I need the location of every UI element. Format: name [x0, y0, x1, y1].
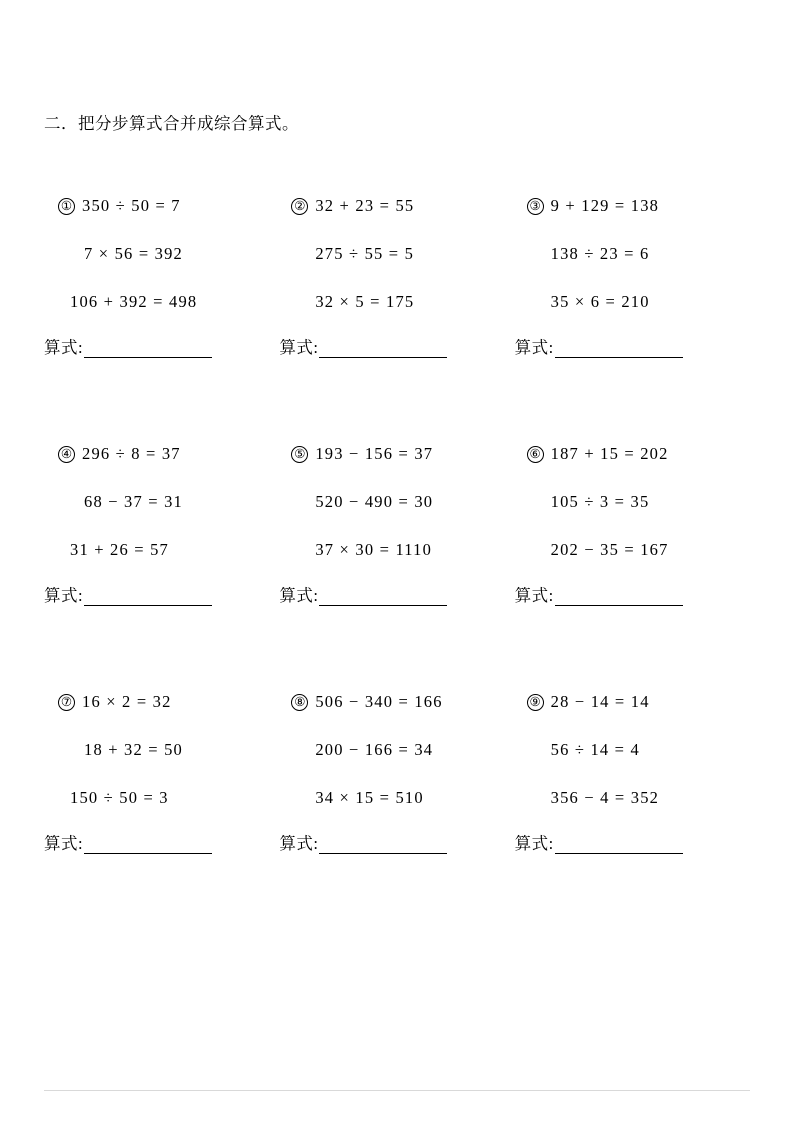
footer-divider	[44, 1090, 750, 1091]
problem-item-2	[279, 196, 514, 358]
problem-expression: 16 × 2 = 32	[82, 692, 172, 711]
problem-line-3: 31 + 26 = 57	[70, 540, 170, 559]
problem-expression: 187 + 15 = 202	[550, 444, 669, 463]
problem-line-3: 106 + 392 = 498	[70, 292, 198, 311]
problem-line-1	[279, 444, 514, 464]
problem-line-1	[279, 196, 514, 216]
answer-row	[279, 334, 514, 358]
problem-item-5	[279, 444, 514, 606]
answer-label: 算式:	[44, 834, 84, 853]
problem-number: ⑥	[527, 446, 544, 463]
problem-line-2: 56 ÷ 14 = 4	[550, 740, 640, 759]
problem-line-2: 275 ÷ 55 = 5	[315, 244, 415, 263]
problem-item-1	[44, 196, 279, 358]
problem-line-1	[44, 692, 279, 712]
problem-line-2: 520 − 490 = 30	[315, 492, 434, 511]
problem-expression: 350 ÷ 50 = 7	[82, 196, 181, 215]
answer-blank[interactable]	[555, 839, 683, 854]
problem-line-1	[515, 196, 750, 216]
problem-number: ④	[58, 446, 75, 463]
problem-row	[44, 196, 750, 358]
answer-row	[44, 582, 279, 606]
problem-grid	[44, 196, 750, 854]
section-title: 二．把分步算式合并成综合算式。	[44, 114, 299, 133]
answer-blank[interactable]	[319, 343, 447, 358]
answer-label: 算式:	[279, 586, 319, 605]
problem-line-3: 37 × 30 = 1110	[315, 540, 433, 559]
problem-row	[44, 692, 750, 854]
problem-item-7	[44, 692, 279, 854]
answer-row	[515, 334, 750, 358]
problem-expression: 9 + 129 = 138	[550, 196, 660, 215]
problem-line-1	[515, 444, 750, 464]
answer-row	[44, 830, 279, 854]
problem-row	[44, 444, 750, 606]
problem-expression: 28 − 14 = 14	[550, 692, 650, 711]
answer-blank[interactable]	[84, 591, 212, 606]
problem-item-8	[279, 692, 514, 854]
problem-number: ⑤	[291, 446, 308, 463]
answer-blank[interactable]	[84, 839, 212, 854]
answer-label: 算式:	[44, 586, 84, 605]
problem-number: ②	[291, 198, 308, 215]
answer-row	[515, 830, 750, 854]
problem-item-4	[44, 444, 279, 606]
problem-line-2: 7 × 56 = 392	[84, 244, 184, 263]
problem-line-1	[279, 692, 514, 712]
problem-line-2: 18 + 32 = 50	[84, 740, 184, 759]
answer-label: 算式:	[514, 586, 554, 605]
problem-number: ①	[58, 198, 75, 215]
problem-line-3: 34 × 15 = 510	[315, 788, 424, 807]
problem-line-3: 150 ÷ 50 = 3	[70, 788, 169, 807]
problem-line-1	[515, 692, 750, 712]
answer-blank[interactable]	[319, 591, 447, 606]
problem-expression: 32 + 23 = 55	[315, 196, 415, 215]
answer-blank[interactable]	[555, 591, 683, 606]
problem-line-2: 200 − 166 = 34	[315, 740, 434, 759]
problem-line-1	[44, 196, 279, 216]
problem-line-3: 32 × 5 = 175	[315, 292, 415, 311]
answer-row	[515, 582, 750, 606]
answer-label: 算式:	[514, 338, 554, 357]
problem-line-2: 105 ÷ 3 = 35	[550, 492, 650, 511]
answer-label: 算式:	[514, 834, 554, 853]
problem-item-6	[515, 444, 750, 606]
answer-label: 算式:	[44, 338, 84, 357]
problem-expression: 193 − 156 = 37	[315, 444, 434, 463]
problem-line-2: 68 − 37 = 31	[84, 492, 184, 511]
problem-item-9	[515, 692, 750, 854]
problem-number: ③	[527, 198, 544, 215]
answer-row	[44, 334, 279, 358]
problem-item-3	[515, 196, 750, 358]
problem-line-3: 202 − 35 = 167	[550, 540, 669, 559]
answer-blank[interactable]	[84, 343, 212, 358]
problem-expression: 296 ÷ 8 = 37	[82, 444, 181, 463]
problem-line-3: 35 × 6 = 210	[550, 292, 650, 311]
answer-row	[279, 830, 514, 854]
problem-line-3: 356 − 4 = 352	[550, 788, 660, 807]
answer-blank[interactable]	[555, 343, 683, 358]
problem-expression: 506 − 340 = 166	[315, 692, 443, 711]
problem-line-2: 138 ÷ 23 = 6	[550, 244, 650, 263]
problem-number: ⑧	[291, 694, 308, 711]
answer-blank[interactable]	[319, 839, 447, 854]
answer-row	[279, 582, 514, 606]
answer-label: 算式:	[279, 834, 319, 853]
problem-number: ⑨	[527, 694, 544, 711]
problem-line-1	[44, 444, 279, 464]
answer-label: 算式:	[279, 338, 319, 357]
problem-number: ⑦	[58, 694, 75, 711]
